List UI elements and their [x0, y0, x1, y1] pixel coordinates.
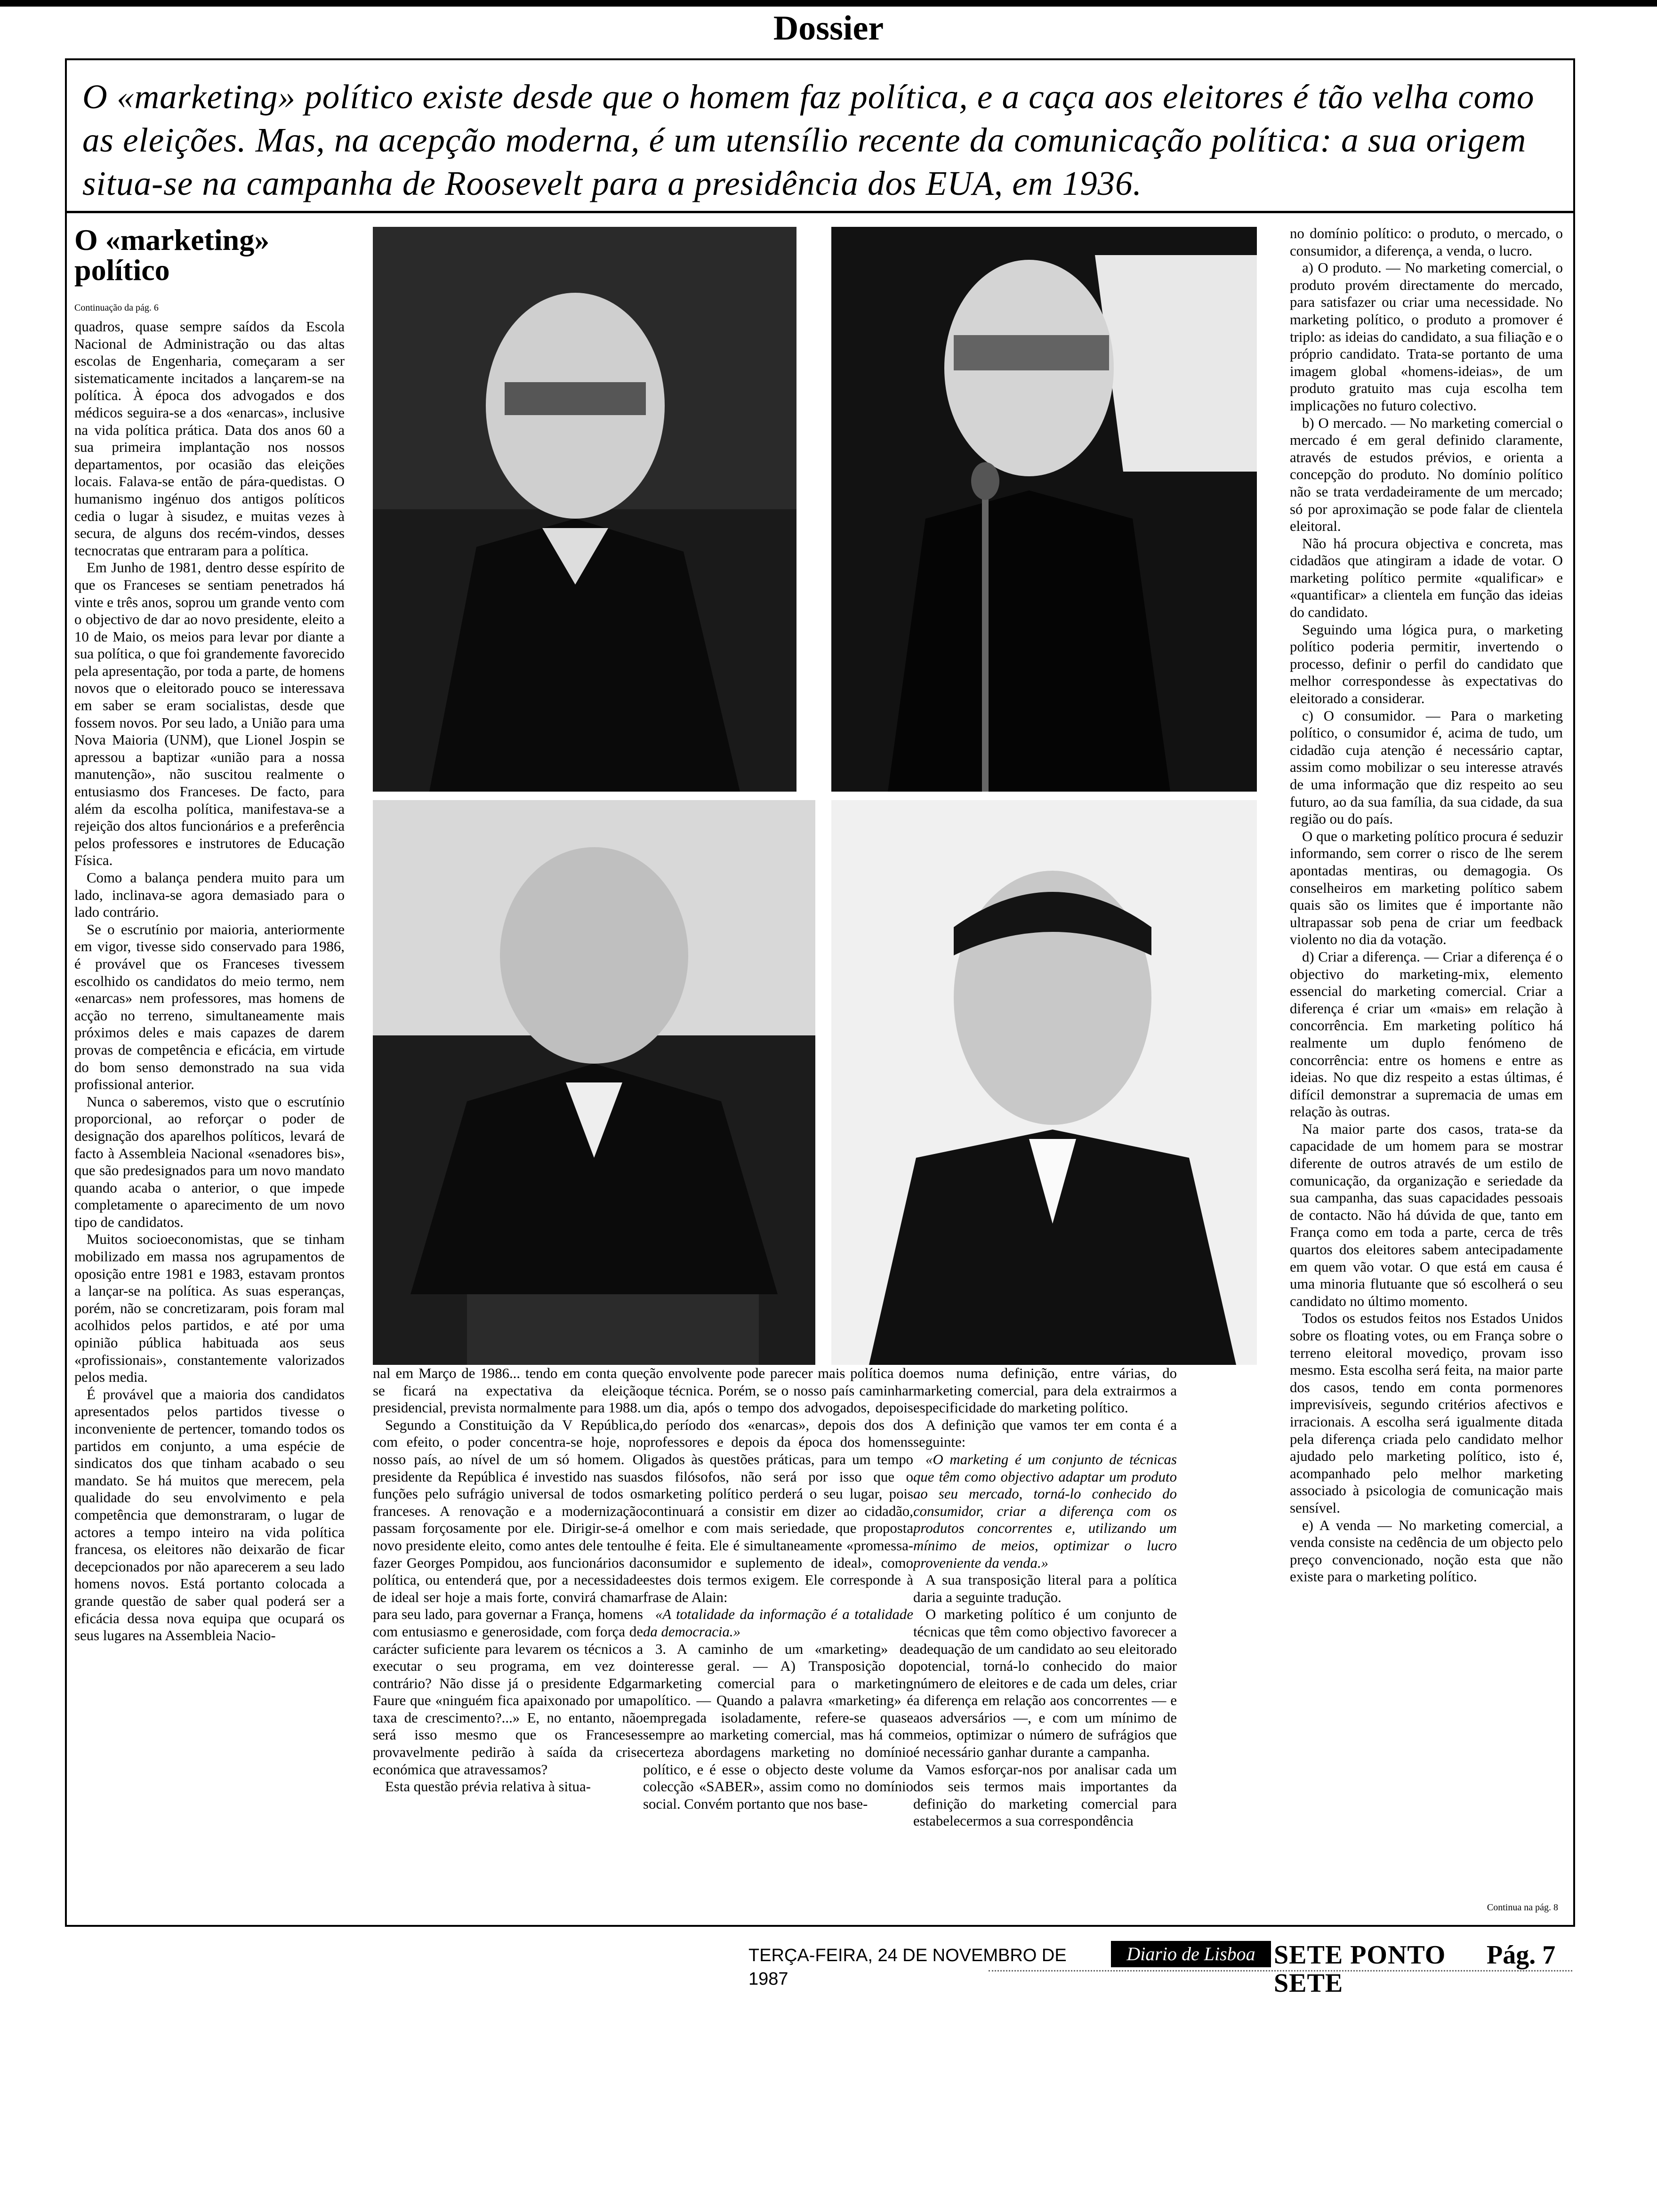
- quote: «A totalidade da informação é a totalidade da democracia.»: [643, 1606, 913, 1640]
- paragraph: É provável que a maioria dos candidatos apresentados pelos partidos tivesse o inconveniente de pertencer, tomando todos os partidos em conjunto, a uma espécie de sindicatos dos que tinham acabado o seu mandato. Se há muitos que merecem, pela qualidade do seu envolvimento e pela competência que demonstraram, o lugar de actores a tempo inteiro na vida política francesa, os eleitores não deixarão de ficar decepcionados por não aparecerem a seu lado homens novos. Está portanto colocada a grande questão de saber qual poderá ser a eficácia dessa nova equipa que ocupará os seus lugares na Assembleia Nacio-: [74, 1386, 345, 1644]
- section-label: Dossier: [773, 9, 884, 48]
- portrait-photo-4-image: [831, 800, 1257, 1365]
- paragraph: emos numa definição, entre várias, do marketing comercial, para dela extrairmos a especificidade do marketing político.: [913, 1365, 1177, 1416]
- top-rule: [0, 0, 1657, 7]
- continued-next-note: Continua na pág. 8: [1487, 1902, 1558, 1913]
- paragraph: c) O consumidor. — Para o marketing político, o consumidor é, acima de tudo, um cidadão cuja atenção é necessário captar, assim como mobilizar o seu interesse através de uma informação que diz respeito ao seu futuro, ao da sua família, da sua cidade, da sua região ou do país.: [1290, 707, 1563, 827]
- text-column-2: [373, 1365, 643, 1901]
- paragraph: Como a balança pendera muito para um lado, inclinava-se agora demasiado para o lado contrário.: [74, 870, 345, 921]
- footer-dotted-rule: [989, 1970, 1572, 1974]
- portrait-photo-3-image: [373, 800, 815, 1365]
- paragraph: Todos os estudos feitos nos Estados Unidos sobre os floating votes, ou em França sobre o terreno eleitoral movediço, provam isso mesmo. Esta escolha será feita, na maior parte dos casos, tendo em conta pormenores imprevisíveis, segundo critérios afectivos e irracionais. A escolha será igualmente ditada pela diferença criada pelo candidato melhor ajudado pelo marketing político, isto é, acompanhado pelo melhor marketing associado à psicologia de comunicação mais sensível.: [1290, 1310, 1563, 1516]
- paragraph: no domínio político: o produto, o mercado, o consumidor, a diferença, a venda, o lucro.: [1290, 225, 1563, 259]
- paragraph: Em Junho de 1981, dentro desse espírito de que os Franceses se sentiam penetrados há vinte e três anos, soprou um grande vento com o objectivo de dar ao novo presidente, eleito a 10 de Maio, os meios para levar por diante a sua política, o que foi grandemente favorecido pela apresentação, por toda a parte, de homens novos que o eleitorado pouco se interessava em saber se eram socialistas, desde que fossem novos. Por seu lado, a União para uma Nova Maioria (UNM), que Lionel Jospin se apressou a baptizar «união para a nossa manutenção», não suscitou realmente o entusiasmo dos Franceses. De facto, para além da escolha política, manifestava-se a rejeição dos altos funcionários e a preferência pelos professores e instrutores de Educação Física.: [74, 560, 345, 869]
- paragraph: Esta questão prévia relativa à situa-: [385, 1779, 591, 1795]
- text-column-4: [913, 1365, 1177, 1901]
- paragraph: O marketing político é um conjunto de técnicas que têm como objectivo favorecer a adequação de um candidato ao seu eleitorado potencial, torná-lo conhecido do maior número de eleitores e de cada um deles, criar a diferença em relação aos concorrentes — e aos adversários —, e com um mínimo de meios, optimizar o número de sufrágios que é necessário ganhar durante a campanha.: [913, 1606, 1177, 1761]
- continued-from-note: Continuação da pág. 6: [74, 303, 159, 313]
- paragraph: e) A venda — No marketing comercial, a venda consiste na cedência de um objecto pelo preço convencionado, noção esta que não existe para o marketing político.: [1290, 1517, 1563, 1585]
- paragraph: ção envolvente pode parecer mais política do que técnica. Porém, se o nosso país caminhar um dia, após o tempo dos advogados, depois do período dos «enarcas», depois dos dos professores e depois da época dos homens ligados às questões práticas, para um tempo dos filósofos, não será por isso que o marketing político perderá o seu lugar, pois continuará a consistir em dizer ao cidadão, melhor e com mais seriedade, que proposta lhe é feita. Ele é simultaneamente «promessa-consumidor e suplemento de ideal», como estes dois termos exigem. Ele corresponde à frase de Alain:: [643, 1365, 913, 1605]
- supplement-name: SETE PONTO SETE: [1274, 1940, 1446, 1998]
- paragraph: A sua transposição literal para a política daria a seguinte tradução.: [913, 1572, 1177, 1605]
- footer-date: TERÇA-FEIRA, 24 DE NOVEMBRO DE 1987: [748, 1946, 1067, 1989]
- paragraph: Na maior parte dos casos, trata-se da capacidade de um homem para se mostrar diferente de outros através de um estilo de comunicação, da organização e seriedade da sua campanha, das suas capacidades pessoais de contacto. Não há dúvida de que, tanto em França como em toda a parte, cerca de três quartos dos eleitores sabem antecipadamente em quem vão votar. O que está em causa é uma minoria flutuante que só escolherá o seu candidato no último momento.: [1290, 1121, 1563, 1309]
- lead-divider: [66, 211, 1575, 213]
- photo-portrait-3: [373, 800, 815, 1365]
- lead-paragraph: O «marketing» político existe desde que o homem faz política, e a caça aos eleitores é tão velha como as eleições. Mas, na acepção moderna, é um utensílio recente da comunicação política: a sua origem situa-se na campanha de Roosevelt para a presidência dos EUA, em 1936.: [82, 78, 1535, 202]
- paragraph: b) O mercado. — No marketing comercial o mercado é em geral definido claramente, através de estudos prévios, e orienta a concepção do produto. No domínio político não se trata verdadeiramente de um mercado; só por aproximação se pode falar de clientela eleitoral.: [1290, 415, 1563, 535]
- subsection-paragraph: 3. A caminho de um «marketing» de interesse geral. — A) Transposição do marketing comercial para o marketing político. — Quando a palavra «marketing» é empregada isoladamente, refere-se quase sempre ao marketing comercial, mas há com certeza abordagens marketing no domínio político, e é esse o objecto deste volume da colecção «SABER», assim como no domínio social. Convém portanto que nos base-: [643, 1641, 913, 1812]
- paragraph: Vamos esforçar-nos por analisar cada um dos seis termos mais importantes da definição do marketing comercial para estabelecermos a sua correspondência: [913, 1761, 1177, 1829]
- text-column-1: [74, 318, 345, 1904]
- paragraph: d) Criar a diferença. — Criar a diferença é o objectivo do marketing-mix, elemento essencial do marketing comercial. Criar a diferença é criar um «mais» em relação à concorrência. Em marketing político há realmente um duplo fenómeno de concorrência: entre os homens e entre as ideias. No que diz respeito a estas últimas, é difícil demonstrar a supremacia de umas em relação às outras.: [1290, 948, 1563, 1120]
- photo-portrait-2: [831, 227, 1257, 792]
- photo-portrait-4: [831, 800, 1257, 1365]
- paragraph: nal em Março de 1986... tendo em conta que se ficará na expectativa da eleição presidencial, prevista normalmente para 1988.: [373, 1365, 643, 1416]
- paragraph: Não há procura objectiva e concreta, mas cidadãos que atingiram a idade de votar. O marketing político permite «qualificar» e «quantificar» a clientela em função das ideias do candidato.: [1290, 535, 1563, 621]
- article-headline: O «marketing» político: [74, 223, 270, 287]
- portrait-photo-2-image: [831, 227, 1257, 792]
- page-number: Pág. 7: [1487, 1940, 1556, 1970]
- paragraph: Nunca o saberemos, visto que o escrutínio proporcional, ao reforçar o poder de designação dos aparelhos políticos, levará de facto à Assembleia Nacional «senadores bis», que são predesignados para um novo mandato quando acaba o anterior, o que impede completamente o aparecimento de um novo tipo de candidatos.: [74, 1093, 345, 1230]
- paragraph: Seguindo uma lógica pura, o marketing político poderia permitir, invertendo o processo, definir o perfil do candidato que melhor correspondesse às expectativas do eleitorado a considerar.: [1290, 621, 1563, 707]
- paragraph: A definição que vamos ter em conta é a seguinte:: [913, 1417, 1177, 1451]
- paragraph: Segundo a Constituição da V República, com efeito, o poder concentra-se hoje, no nosso país, ao nível de um só homem. O presidente da República é investido nas suas funções pelo sufrágio universal de todos os franceses. A renovação e a modernização passam forçosamente por ele. Dirigir-se-á o novo presidente eleito, como antes dele tentou fazer Georges Pompidou, aos funcionários da política, ou entenderá que, por a necessidade de ideal ser hoje a mais forte, convirá chamar para seu lado, para governar a França, homens com entusiasmo e generosidade, com força de carácter suficiente para levarem os técnicos a executar o seu programa, em vez do contrário? Não disse já o presidente Edgar Faure que «ninguém fica apaixonado por uma taxa de crescimento?...» E, no entanto, não será isso mesmo que os Franceses provavelmente pedirão à saída da crise económica que atravessamos?: [373, 1417, 643, 1778]
- paragraph: O que o marketing político procura é seduzir informando, sem correr o risco de lhe serem apontadas mentiras, ou demagogia. Os conselheiros em marketing político sabem quais são os limites que é importante não ultrapassar sob pena de criar um feedback violento no dia da votação.: [1290, 828, 1563, 948]
- paragraph: Muitos socioeconomistas, que se tinham mobilizado em massa nos agrupamentos de oposição entre 1981 e 1983, estavam prontos a lançar-se na política. As suas esperanças, porém, não se concretizaram, pois foram mal acolhidos pelos partidos, e até por uma opinião pública habituada aos seus «profissionais», constantemente valorizados pelos media.: [74, 1231, 345, 1386]
- text-column-3: [643, 1365, 913, 1901]
- text-column-5: [1290, 225, 1563, 1900]
- photo-portrait-1: [373, 227, 796, 792]
- paragraph: a) O produto. — No marketing comercial, o produto provém directamente do mercado, para satisfazer ou criar uma necessidade. No marketing político, o produto a promover é triplo: as ideias do candidato, a sua filiação e o próprio candidato. Trata-se portanto de uma imagem global «homens-ideias», de um produto gratuito mas cuja escolha tem implicações no futuro colectivo.: [1290, 260, 1563, 414]
- definition-quote: «O marketing é um conjunto de técnicas que têm como objectivo adaptar um produto ao seu mercado, torná-lo conhecido do consumidor, criar a diferença com os produtos concorrentes e, utilizando um mínimo de meios, optimizar o lucro proveniente da venda.»: [913, 1451, 1177, 1571]
- newspaper-logo: Diario de Lisboa: [1111, 1941, 1271, 1967]
- paragraph: quadros, quase sempre saídos da Escola Nacional de Administração ou das altas escolas de Engenharia, começaram a ser sistematicamente incitados a lançarem-se na política. À época dos advogados e dos médicos seguira-se a dos «enarcas», inclusive na vida política prática. Data dos anos 60 a sua primeira implantação nos nossos departamentos, por ocasião das eleições locais. Falava-se então de pára-quedistas. O humanismo ingénuo dos antigos políticos cedia o lugar à sisudez, e muitas vezes à secura, de alguns dos recém-vindos, desses tecnocratas que entraram para a política.: [74, 319, 345, 559]
- portrait-photo-1-image: [373, 227, 796, 792]
- paragraph: Se o escrutínio por maioria, anteriormente em vigor, tivesse sido conservado para 1986, é provável que os Franceses tivessem escolhido os candidatos do meio termo, nem «enarcas» nem professores, mas homens de acção no terreno, simultaneamente mais próximos deles e mais capazes de darem provas de competência e eficácia, em virtude do bom senso demonstrado na sua vida profissional anterior.: [74, 921, 345, 1093]
